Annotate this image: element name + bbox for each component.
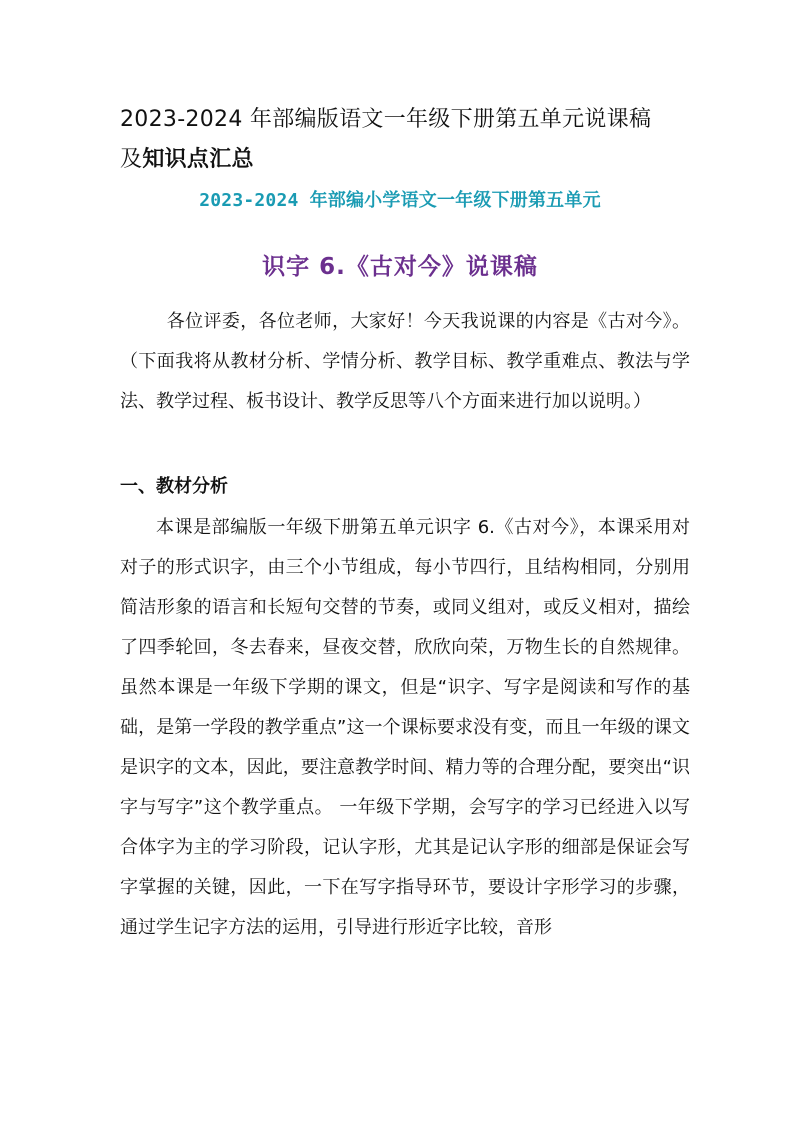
- section-heading: 一、教材分析: [120, 476, 228, 497]
- document-subtitle: 2023-2024 年部编小学语文一年级下册第五单元: [199, 190, 601, 211]
- document-title-emphasis: 知识点汇总: [142, 147, 254, 172]
- section-paragraph: 本课是部编版一年级下册第五单元识字 6.《古对今》，本课采用对对子的形式识字，由三个小节组成，每小节四行，且结构相同，分别用简洁形象的语言和长短句交替的节奏，或同义组对，或反义相对，描绘了四季轮回，冬去春来，昼夜交替，欣欣向荣，万物生长的自然规律。 虽然本课是一年级下学期的课文，但是“识字、写字是阅读和写作的基础，是第一学段的教学重点”这一个课标要求没有变，而且一年级的课文是识字的文本，因此，要注意教学时间、精力等的合理分配，要突出“识字与写字”这个教学重点。 一年级下学期，会写字的学习已经进入以写合体字为主的学习阶段，记认字形，尤其是记认字形的细部是保证会写字掌握的关键，因此，一下在写字指导环节，要设计字形学习的步骤，通过学生记字方法的运用，引导进行形近字比较，音形: [120, 517, 690, 938]
- document-title-line1: 2023-2024 年部编版语文一年级下册第五单元说课稿: [120, 107, 652, 132]
- lesson-title: 识字 6.《古对今》说课稿: [262, 254, 538, 280]
- document-title-connector: 及: [120, 147, 143, 172]
- document-title: [120, 100, 690, 180]
- intro-paragraph: 各位评委，各位老师，大家好！今天我说课的内容是《古对今》。（下面我将从教材分析、学情分析、教学目标、教学重难点、教法与学法、教学过程、板书设计、教学反思等八个方面来进行加以说明。）: [120, 311, 690, 412]
